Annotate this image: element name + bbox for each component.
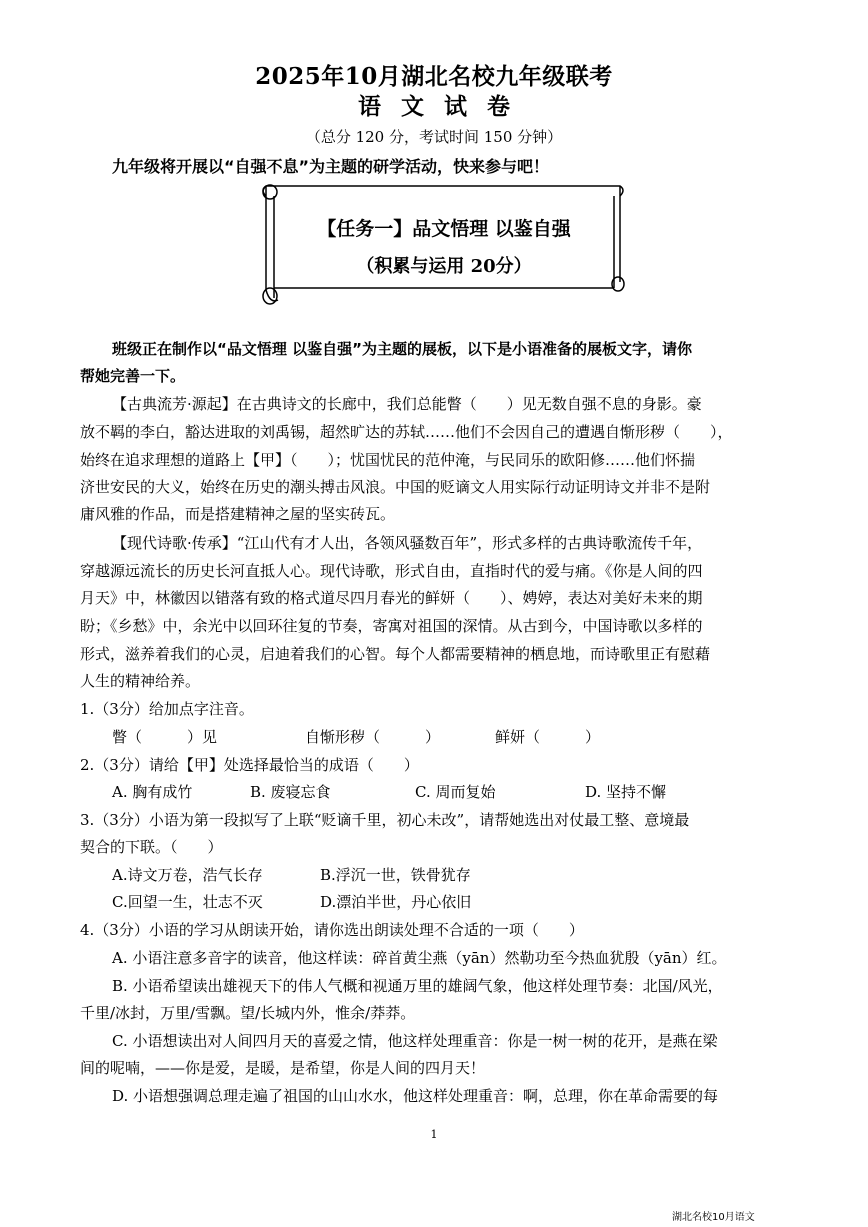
activity-intro: 九年级将开展以“自强不息”为主题的研学活动，快来参与吧！ <box>112 157 550 176</box>
passage-line: 【古典流芳·源起】在古典诗文的长廊中，我们总能瞥（ ）见无数自强不息的身影。豪 <box>112 395 702 413</box>
score-info: （总分 120 分，考试时间 150 分钟） <box>305 128 563 146</box>
question-4-stem: 4.（3分）小语的学习从朗读开始，请你选出朗读处理不合适的一项（ ） <box>80 921 584 939</box>
q1-answer-blank: 自惭形秽（ ） <box>305 728 441 746</box>
q4-option-d: D. 小语想强调总理走遍了祖国的山山水水，他这样处理重音：啊，总理，你在革命需要的每 <box>112 1087 719 1105</box>
exam-title: 2025年10月湖北名校九年级联考 <box>255 63 613 90</box>
q3-option-c: C.回望一生，壮志不灭 <box>112 893 263 911</box>
q3-option-b: B.浮沉一世，铁骨犹存 <box>320 866 471 884</box>
page-number: 1 <box>430 1128 438 1141</box>
passage-line: 济世安民的大义，始终在历史的潮头搏击风浪。中国的贬谪文人用实际行动证明诗文并非不是附 <box>80 478 711 496</box>
q3-option-d: D.漂泊半世，丹心依旧 <box>320 893 472 911</box>
passage-line: 庸风雅的作品，而是搭建精神之屋的坚实砖瓦。 <box>80 505 396 523</box>
q1-answer-blank: 鲜妍（ ） <box>495 728 601 746</box>
passage-line: 人生的精神给养。 <box>80 672 201 690</box>
q3-option-a: A.诗文万卷，浩气长存 <box>112 866 263 884</box>
task-title: 【任务一】品文悟理 以鉴自强 <box>317 218 571 240</box>
passage-line: 盼；《乡愁》中，余光中以回环往复的节奏，寄寓对祖国的深情。从古到今，中国诗歌以多样的 <box>80 617 703 635</box>
question-1-stem: 1.（3分）给加点字注音。 <box>80 700 254 718</box>
q2-option-d: D. 坚持不懈 <box>585 783 667 801</box>
passage-line: 放不羁的李白，豁达进取的刘禹锡，超然旷达的苏轼……他们不会因自己的遭遇自惭形秽（ ）， <box>80 423 733 441</box>
q2-option-b: B. 废寝忘食 <box>250 783 331 801</box>
q4-option-c: 间的呢喃，——你是爱，是暖，是希望，你是人间的四月天！ <box>80 1059 486 1077</box>
question-3-stem: 契合的下联。（ ） <box>80 838 223 856</box>
task-subtitle: （积累与运用 20分） <box>356 256 532 277</box>
question-2-stem: 2.（3分）请给【甲】处选择最恰当的成语（ ） <box>80 756 419 774</box>
question-3-stem: 3.（3分）小语为第一段拟写了上联“贬谪千里，初心未改”，请帮她选出对仗最工整、意境最 <box>80 811 690 829</box>
passage-line: 【现代诗歌·传承】“江山代有才人出，各领风骚数百年”，形式多样的古典诗歌流传千年， <box>112 534 703 552</box>
passage-line: 形式，滋养着我们的心灵，启迪着我们的心智。每个人都需要精神的栖息地，而诗歌里正有慰藉 <box>80 645 711 663</box>
q4-option-b: B. 小语希望读出雄视天下的伟人气概和视通万里的雄阔气象，他这样处理节奏：北国/风光， <box>112 977 723 995</box>
instruction-line: 帮她完善一下。 <box>80 367 186 385</box>
q2-option-a: A. 胸有成竹 <box>112 783 193 801</box>
passage-line: 月天》中，林徽因以错落有致的格式道尽四月春光的鲜妍（ ）、娉婷，表达对美好未来的期 <box>80 589 703 607</box>
exam-subtitle: 语文试卷 <box>358 93 530 120</box>
footer-tag: 湖北名校10月语文 <box>672 1212 755 1223</box>
passage-line: 始终在追求理想的道路上【甲】（ ）；忧国忧民的范仲淹，与民同乐的欧阳修……他们怀揣 <box>80 451 696 469</box>
q4-option-c: C. 小语想读出对人间四月天的喜爱之情，他这样处理重音：你是一树一树的花开，是燕在梁 <box>112 1032 718 1050</box>
q4-option-a: A. 小语注意多音字的读音，他这样读：碎首黄尘燕（yān）然勒功至今热血犹殷（yān）红。 <box>112 949 727 967</box>
q4-option-b: 千里/冰封，万里/雪飘。望/长城内外，惟余/莽莽。 <box>80 1004 416 1022</box>
instruction-line: 班级正在制作以“品文悟理 以鉴自强”为主题的展板，以下是小语准备的展板文字，请你 <box>112 340 692 358</box>
q1-answer-blank: 瞥（ ）见 <box>112 728 218 746</box>
passage-line: 穿越源远流长的历史长河直抵人心。现代诗歌，形式自由，直指时代的爱与痛。《你是人间的四 <box>80 562 703 580</box>
q2-option-c: C. 周而复始 <box>415 783 496 801</box>
